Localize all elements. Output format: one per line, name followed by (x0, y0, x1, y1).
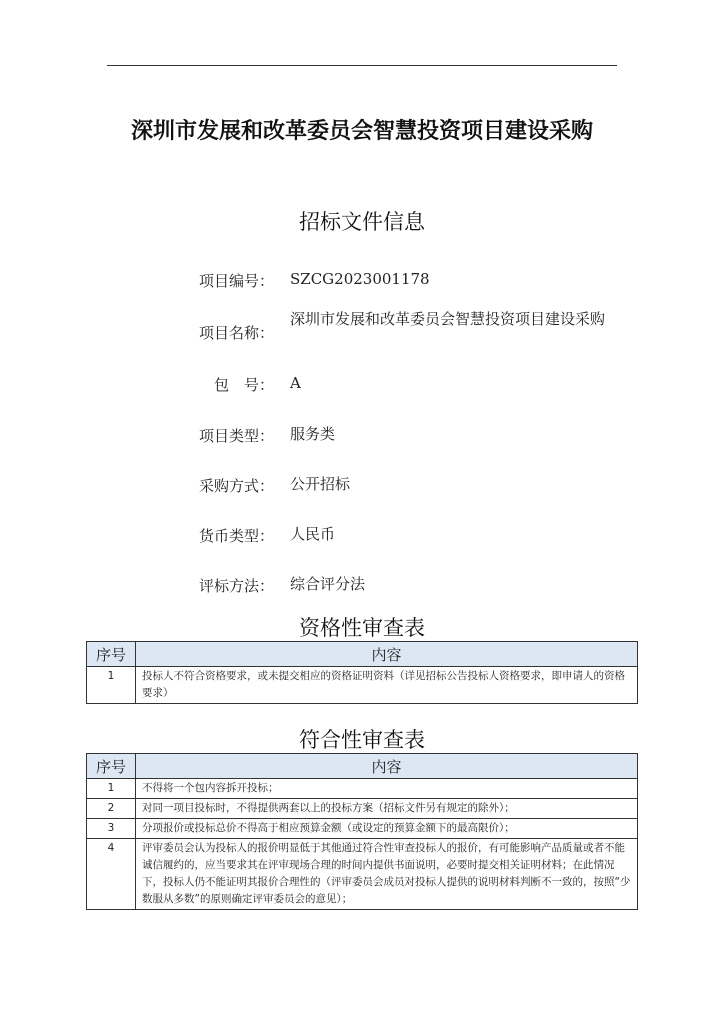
qualification-table (86, 641, 638, 704)
info-value: SZCG2023001178 (290, 270, 430, 288)
info-label: 项目类型： (198, 427, 274, 445)
column-header-number: 序号 (87, 754, 136, 779)
conformity-table (86, 753, 638, 910)
document-title: 深圳市发展和改革委员会智慧投资项目建设采购 (130, 119, 593, 144)
row-number: 2 (87, 799, 136, 819)
row-content: 评审委员会认为投标人的报价明显低于其他通过符合性审查投标人的报价，有可能影响产品质量或者不能诚信履约的，应当要求其在评审现场合理的时间内提供书面说明，必要时提交相关证明材料；在此情况下，投标人仍不能证明其报价合理性的（评审委员会成员对投标人提供的说明材料判断不一致的，按照“少数服从多数”的原则确定评审委员会的意见）； (136, 839, 638, 910)
info-value: 深圳市发展和改革委员会智慧投资项目建设采购 (290, 310, 606, 328)
info-label: 货币类型： (198, 527, 274, 545)
row-content: 投标人不符合资格要求，或未提交相应的资格证明资料（详见招标公告投标人资格要求，即申请人的资格要求） (136, 667, 638, 704)
row-number: 3 (87, 819, 136, 839)
row-number: 1 (87, 667, 136, 704)
table-row (87, 779, 638, 799)
info-value: 公开招标 (290, 475, 351, 493)
table-row (87, 667, 638, 704)
row-content: 不得将一个包内容拆开投标； (136, 779, 638, 799)
column-header-content: 内容 (136, 754, 638, 779)
info-label: 采购方式： (198, 477, 274, 495)
info-value: A (290, 374, 301, 392)
row-content: 对同一项目投标时，不得提供两套以上的投标方案（招标文件另有规定的除外）； (136, 799, 638, 819)
info-label: 项目编号： (198, 272, 274, 290)
table-row (87, 799, 638, 819)
row-number: 1 (87, 779, 136, 799)
row-content: 分项报价或投标总价不得高于相应预算金额（或设定的预算金额下的最高限价）； (136, 819, 638, 839)
table-header-row (87, 642, 638, 667)
column-header-number: 序号 (87, 642, 136, 667)
info-value: 人民币 (290, 525, 336, 543)
info-label: 评标方法： (198, 577, 274, 595)
column-header-content: 内容 (136, 642, 638, 667)
table-header-row (87, 754, 638, 779)
conformity-table-title: 符合性审查表 (299, 728, 425, 752)
table-row (87, 839, 638, 910)
qualification-table-title: 资格性审查表 (299, 616, 425, 640)
info-heading: 招标文件信息 (299, 210, 425, 234)
info-label: 包 号： (213, 376, 274, 394)
info-value: 综合评分法 (290, 575, 366, 593)
row-number: 4 (87, 839, 136, 910)
info-label: 项目名称： (198, 324, 274, 342)
table-row (87, 819, 638, 839)
header-rule (107, 65, 617, 66)
info-value: 服务类 (290, 425, 336, 443)
